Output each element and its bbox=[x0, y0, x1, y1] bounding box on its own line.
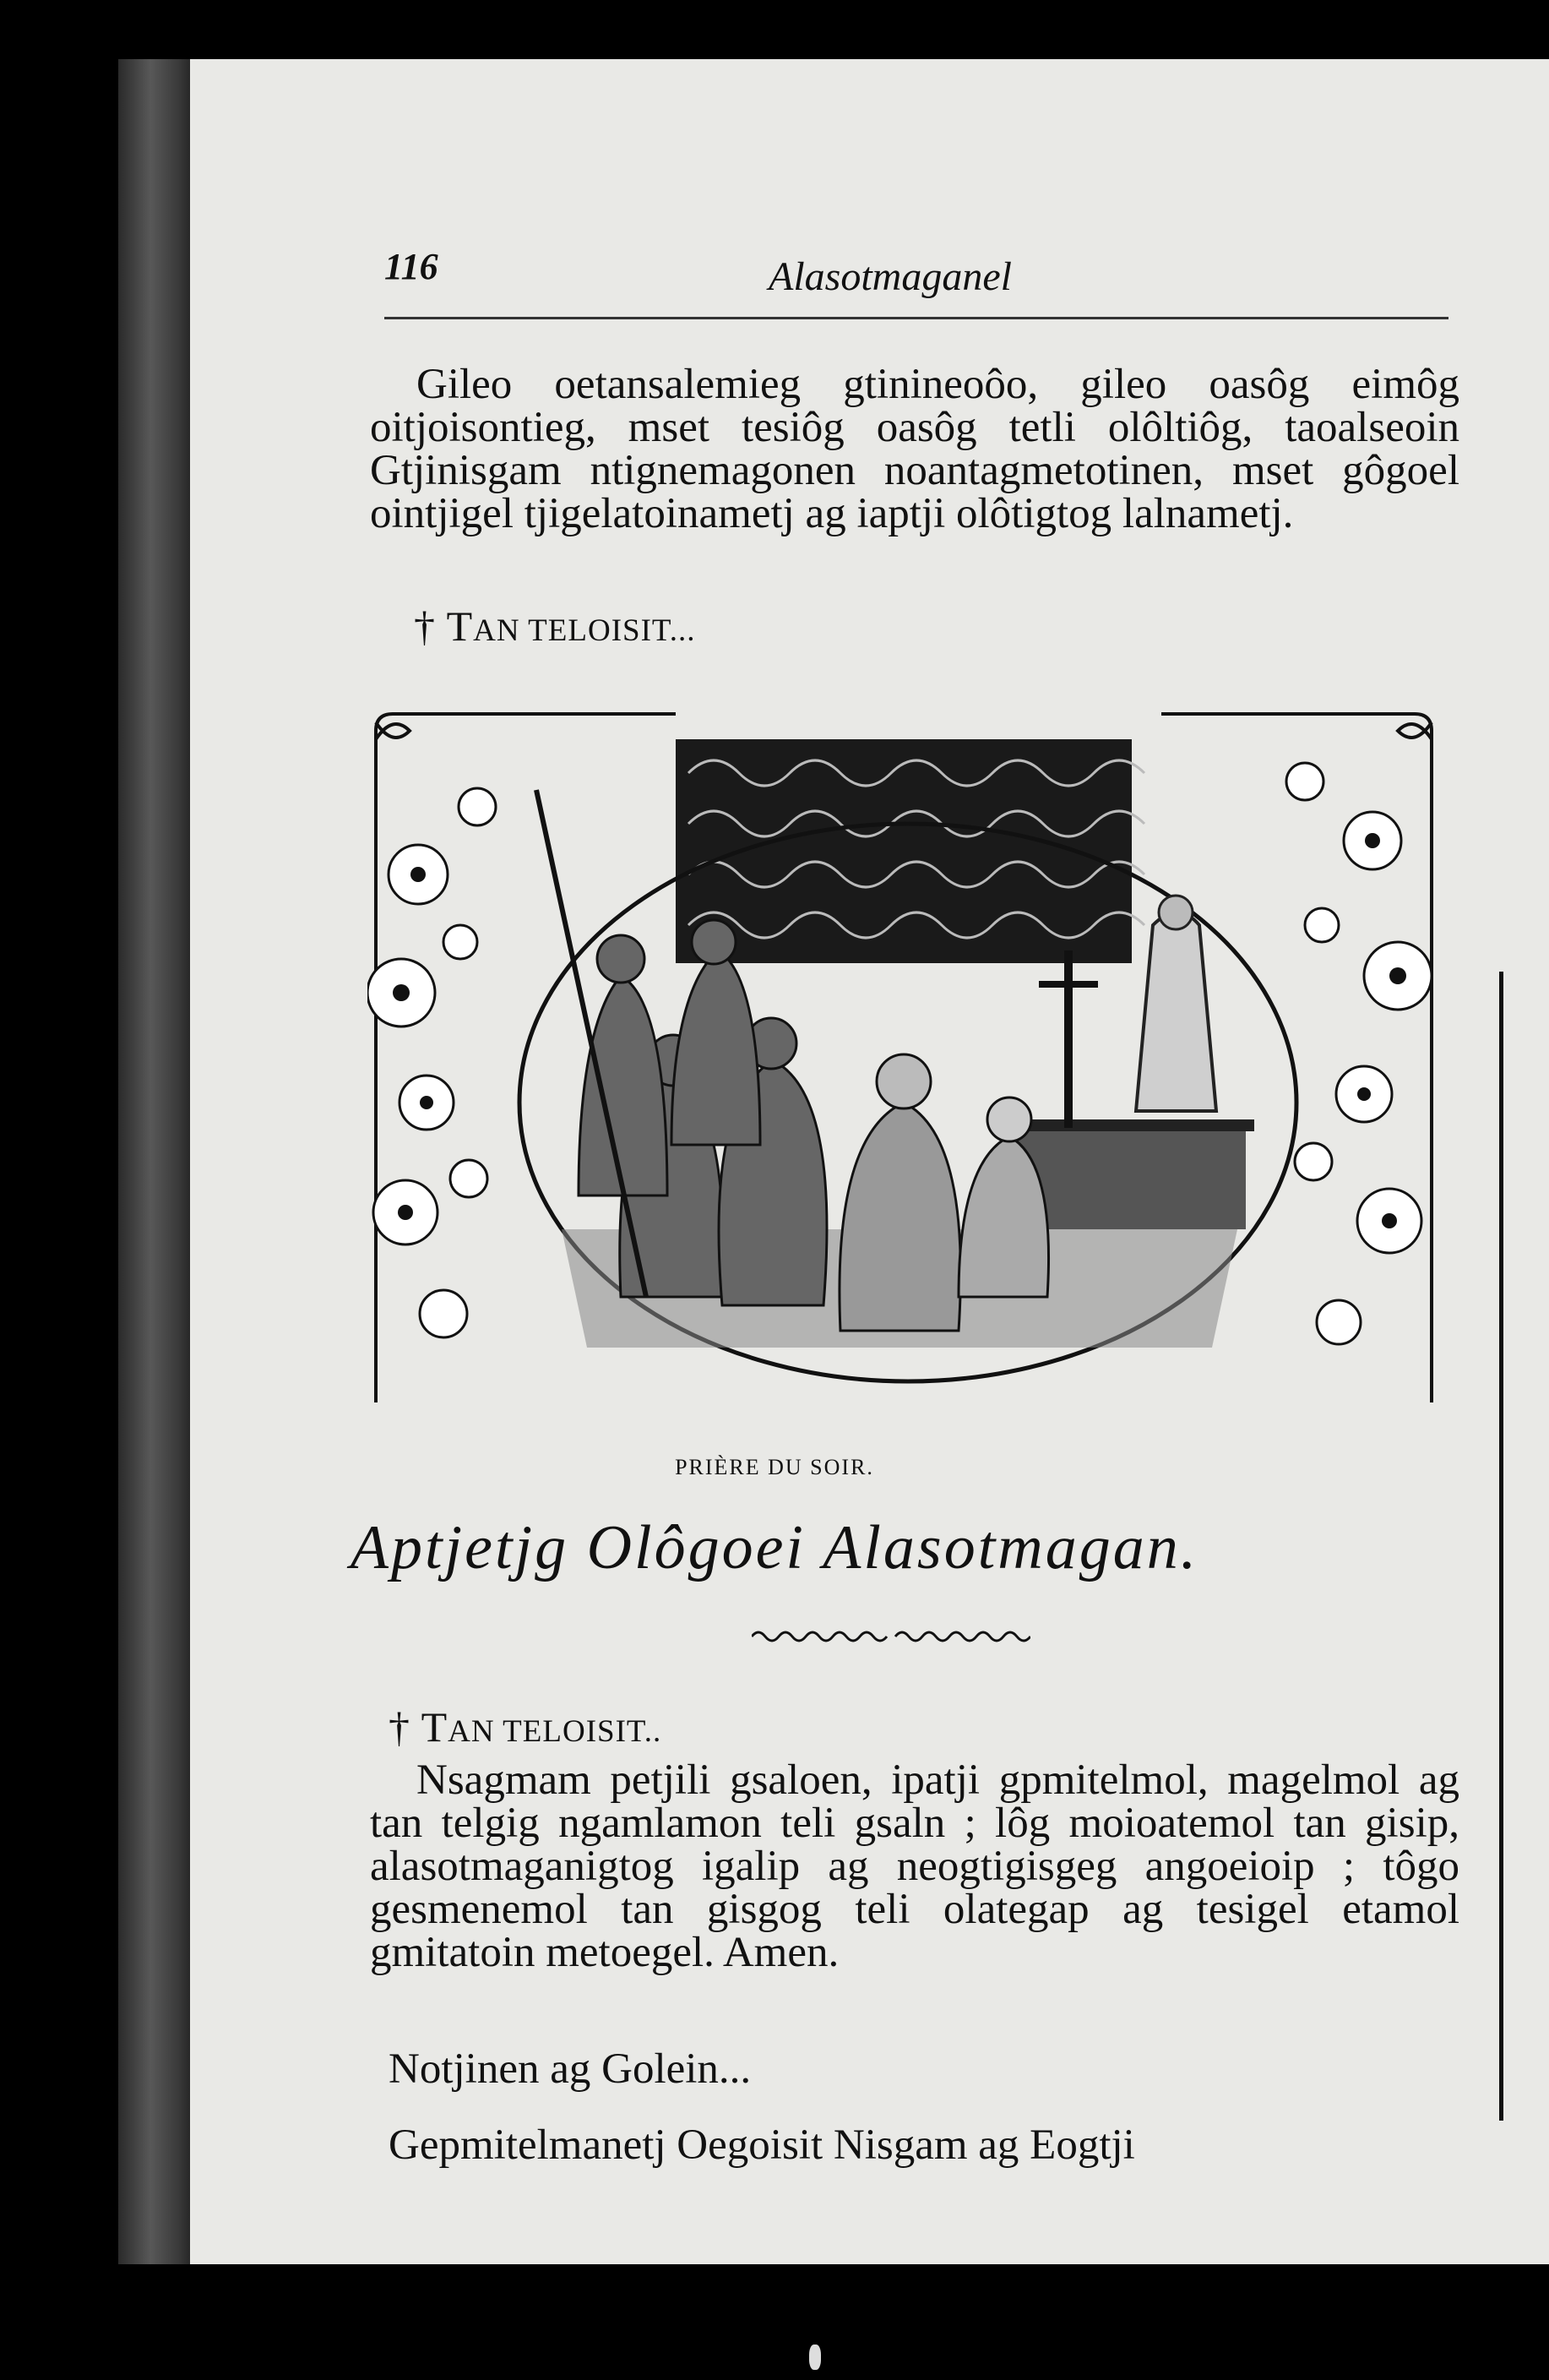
page-number: 116 bbox=[384, 246, 438, 287]
film-speck bbox=[809, 2345, 821, 2370]
cross-icon: † bbox=[414, 602, 436, 650]
running-title: Alasotmaganel bbox=[769, 254, 1012, 299]
cue-initial: T bbox=[446, 602, 474, 650]
decorative-squiggle bbox=[752, 1626, 1030, 1647]
cue-initial: T bbox=[421, 1703, 448, 1751]
section-title: Aptjetjg Olôgoei Alasotmagan. bbox=[350, 1513, 1199, 1582]
section-subtitle: PRIÈRE DU SOIR. bbox=[675, 1455, 874, 1479]
engraving-illustration bbox=[367, 705, 1440, 1402]
book-spine bbox=[118, 59, 198, 2264]
prayer-paragraph-2: Nsagmam petjili gsaloen, ipatji gpmitelmol, magelmol ag tan telgig ngamlamon teli gsaln ; lôg moioatemol tan gisip, alasotmaganigtog igalip ag neogtigisgeg angoeioip ; tôgo gesmenemol tan gisgog teli olategap ag tesigel etamol gmitatoin metoegel. Amen. bbox=[370, 1756, 1459, 1976]
header-rule bbox=[384, 317, 1448, 319]
page-header bbox=[384, 237, 1448, 304]
cue-line-2 bbox=[389, 1702, 661, 1751]
prayer-line-2: Gepmitelmanetj Oegoisit Nisgam ag Eogtji bbox=[389, 2121, 1135, 2169]
prayer-paragraph-1: Gileo oetansalemieg gtinineoôo, gileo oasôg eimôg oitjoisontieg, mset tesiôg oasôg tetli olôltiôg, taoalseoin Gtjinisgam ntignemagonen noantagmetotinen, mset gôgoel ointjigel tjigelatoinametj ag iaptji olôtigtog lalnametj. bbox=[370, 361, 1459, 537]
cue-text: AN TELOISIT.. bbox=[448, 1714, 662, 1749]
cue-line-1 bbox=[414, 602, 696, 651]
prayer-line-1: Notjinen ag Golein... bbox=[389, 2045, 752, 2093]
cross-icon: † bbox=[389, 1703, 410, 1751]
cue-text: AN TELOISIT... bbox=[473, 613, 696, 648]
